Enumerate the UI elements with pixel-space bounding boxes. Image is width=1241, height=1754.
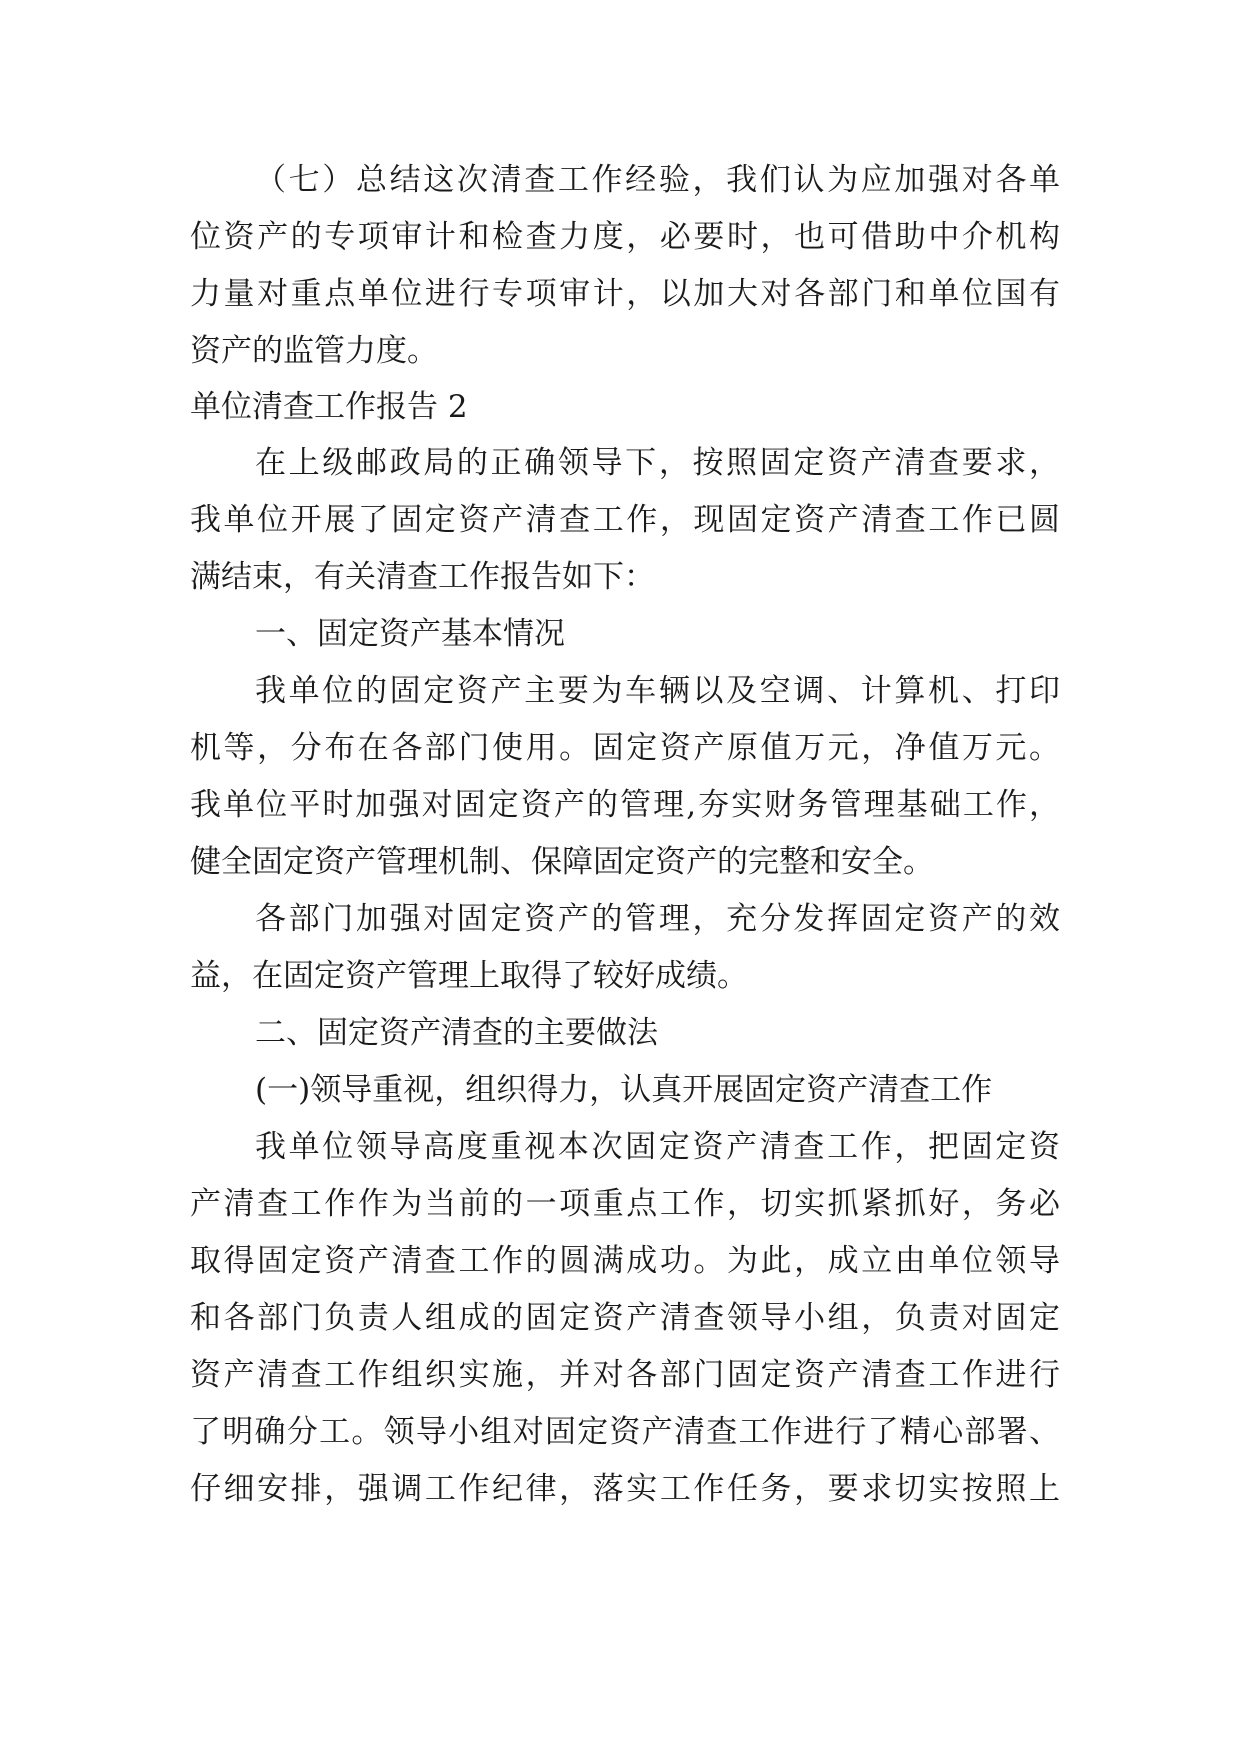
paragraph-line: 产清查工作作为当前的一项重点工作，切实抓紧抓好，务必: [190, 1186, 1060, 1222]
paragraph-line: 益，在固定资产管理上取得了较好成绩。: [190, 958, 748, 994]
paragraph-line: 机等，分布在各部门使用。固定资产原值万元，净值万元。: [190, 730, 1060, 766]
paragraph-line: 我单位的固定资产主要为车辆以及空调、计算机、打印: [255, 673, 1060, 709]
paragraph-line: （七）总结这次清查工作经验，我们认为应加强对各单: [255, 162, 1060, 198]
paragraph-line: 资产清查工作组织实施，并对各部门固定资产清查工作进行: [190, 1357, 1060, 1393]
paragraph-line: 我单位领导高度重视本次固定资产清查工作，把固定资: [255, 1129, 1060, 1165]
paragraph-line: 各部门加强对固定资产的管理，充分发挥固定资产的效: [255, 901, 1060, 937]
paragraph-line: 我单位开展了固定资产清查工作，现固定资产清查工作已圆: [190, 502, 1060, 538]
paragraph-line: 了明确分工。领导小组对固定资产清查工作进行了精心部署、: [190, 1414, 1060, 1450]
paragraph-line: 取得固定资产清查工作的圆满成功。为此，成立由单位领导: [190, 1243, 1060, 1279]
section-heading: 一、固定资产基本情况: [255, 616, 565, 652]
paragraph-line: 和各部门负责人组成的固定资产清查领导小组，负责对固定: [190, 1300, 1060, 1336]
paragraph-line: 在上级邮政局的正确领导下，按照固定资产清查要求，: [255, 445, 1060, 481]
section-heading: 单位清查工作报告 2: [190, 389, 468, 425]
section-heading: 二、固定资产清查的主要做法: [255, 1015, 658, 1051]
paragraph-line: 仔细安排，强调工作纪律，落实工作任务，要求切实按照上: [190, 1471, 1060, 1507]
paragraph-line: 健全固定资产管理机制、保障固定资产的完整和安全。: [190, 844, 934, 880]
paragraph-line: 位资产的专项审计和检查力度，必要时，也可借助中介机构: [190, 219, 1060, 255]
paragraph-line: 力量对重点单位进行专项审计，以加大对各部门和单位国有: [190, 276, 1060, 312]
paragraph-line: 资产的监管力度。: [190, 333, 438, 369]
paragraph-line: 满结束，有关清查工作报告如下：: [190, 559, 655, 595]
subsection-heading: (一)领导重视，组织得力，认真开展固定资产清查工作: [255, 1072, 993, 1108]
paragraph-line: 我单位平时加强对固定资产的管理,夯实财务管理基础工作，: [190, 787, 1060, 823]
